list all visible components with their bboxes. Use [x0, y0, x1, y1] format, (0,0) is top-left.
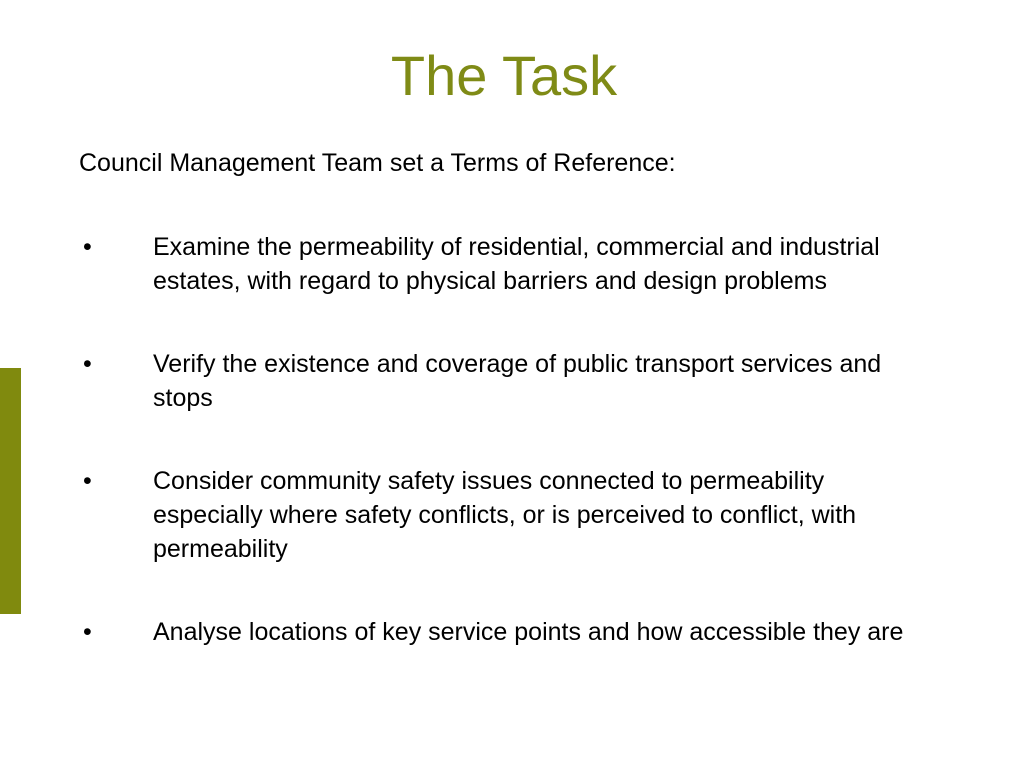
accent-bar — [0, 368, 21, 614]
bullet-item-3 — [79, 464, 939, 566]
bullet-text: Examine the permeability of residential, commercial and industrial estates, with regard to physical barriers and design problems — [153, 233, 880, 295]
intro-text: Council Management Team set a Terms of Reference: — [79, 149, 676, 177]
bullet-text: Analyse locations of key service points and how accessible they are — [153, 618, 904, 646]
bullet-icon: • — [83, 233, 92, 261]
bullet-icon: • — [83, 618, 92, 646]
bullet-item-1 — [79, 230, 939, 298]
bullet-item-2 — [79, 347, 939, 415]
bullet-text: Consider community safety issues connected to permeability especially where safety conflicts, or is perceived to conflict, with permeability — [153, 467, 857, 563]
bullet-list — [79, 230, 939, 698]
slide-title: The Task — [390, 44, 618, 107]
bullet-icon: • — [83, 350, 92, 378]
bullet-item-4 — [79, 615, 939, 649]
bullet-icon: • — [83, 467, 92, 495]
bullet-text: Verify the existence and coverage of public transport services and stops — [153, 350, 882, 412]
